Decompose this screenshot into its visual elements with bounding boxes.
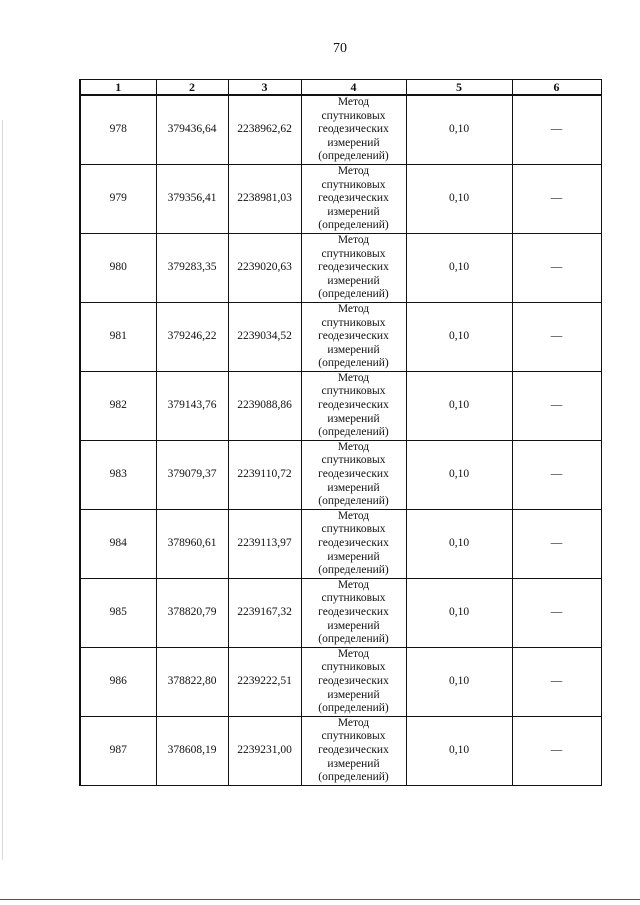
method-cell [301,164,406,233]
header-col-6: 6 [512,80,601,96]
point-number-cell: 978 [80,95,156,164]
table-row [80,716,601,785]
accuracy-cell: 0,10 [406,233,512,302]
method-line: спутниковых [321,592,386,605]
header-col-1: 1 [80,80,156,96]
method-line: геодезических [318,537,389,549]
method-line: Метод [337,647,370,660]
point-number-cell: 980 [80,233,156,302]
point-number-cell: 979 [80,164,156,233]
method-line: (определений) [318,150,389,163]
header-col-5: 5 [406,80,512,96]
x-coordinate-cell: 379079,37 [156,440,228,509]
accuracy-cell: 0,10 [406,578,512,647]
header-col-3: 3 [228,80,301,96]
method-line: (определений) [318,633,389,646]
method-line: Метод [337,233,370,246]
x-coordinate-cell: 379356,41 [156,164,228,233]
x-coordinate-cell: 379246,22 [156,302,228,371]
table-row [80,647,601,716]
method-cell [301,716,406,785]
x-coordinate-cell: 379436,64 [156,95,228,164]
method-line: Метод [337,371,370,384]
method-line: (определений) [318,288,389,301]
y-coordinate-cell: 2239231,00 [228,716,301,785]
method-line: спутниковых [321,730,386,743]
accuracy-cell: 0,10 [406,302,512,371]
x-coordinate-cell: 379143,76 [156,371,228,440]
y-coordinate-cell: 2238981,03 [228,164,301,233]
method-line: измерений [327,550,380,563]
accuracy-cell: 0,10 [406,371,512,440]
method-line: измерений [327,688,380,701]
header-col-4: 4 [301,80,406,96]
method-line: (определений) [318,426,389,439]
method-line: геодезических [318,261,389,274]
note-cell: — [512,371,601,440]
method-line: измерений [327,136,380,149]
table-row [80,302,601,371]
method-line: Метод [337,716,370,729]
method-line: (определений) [318,219,389,232]
note-cell: — [512,716,601,785]
point-number-cell: 986 [80,647,156,716]
method-line: (определений) [318,702,389,715]
method-cell [301,647,406,716]
point-number-cell: 981 [80,302,156,371]
method-line: геодезических [318,605,389,618]
y-coordinate-cell: 2238962,62 [228,95,301,164]
method-line: геодезических [318,399,389,412]
method-line: геодезических [318,123,389,136]
accuracy-cell: 0,10 [406,509,512,578]
method-line: Метод [337,578,370,591]
method-line: Метод [337,302,370,315]
method-line: геодезических [318,330,389,343]
note-cell: — [512,647,601,716]
note-cell: — [512,509,601,578]
x-coordinate-cell: 378822,80 [156,647,228,716]
method-cell [301,302,406,371]
table-row [80,578,601,647]
y-coordinate-cell: 2239020,63 [228,233,301,302]
method-line: измерений [327,481,380,494]
x-coordinate-cell: 378960,61 [156,509,228,578]
y-coordinate-cell: 2239088,86 [228,371,301,440]
method-line: геодезических [318,192,389,205]
method-line: измерений [327,412,380,425]
note-cell: — [512,440,601,509]
method-line: (определений) [318,564,389,577]
method-line: геодезических [318,743,389,756]
method-line: измерений [327,274,380,287]
method-line: спутниковых [321,661,386,674]
accuracy-cell: 0,10 [406,647,512,716]
method-cell [301,233,406,302]
method-line: Метод [337,440,370,453]
point-number-cell: 987 [80,716,156,785]
note-cell: — [512,164,601,233]
method-line: спутниковых [321,454,386,467]
accuracy-cell: 0,10 [406,95,512,164]
method-line: спутниковых [321,247,386,260]
method-line: спутниковых [321,385,386,398]
method-line: измерений [327,343,380,356]
point-number-cell: 983 [80,440,156,509]
method-cell [301,371,406,440]
note-cell: — [512,302,601,371]
method-line: измерений [327,619,380,632]
point-number-cell: 985 [80,578,156,647]
method-line: (определений) [318,495,389,508]
table-body [80,95,601,785]
method-line: (определений) [318,357,389,370]
table-row [80,509,601,578]
page-number: 70 [333,41,347,56]
method-cell [301,509,406,578]
note-cell: — [512,233,601,302]
method-line: спутниковых [321,109,386,122]
accuracy-cell: 0,10 [406,164,512,233]
method-line: спутниковых [321,316,386,329]
method-line: Метод [337,509,370,522]
table-row [80,233,601,302]
method-line: Метод [337,164,370,177]
method-cell [301,95,406,164]
method-line: геодезических [318,468,389,481]
method-cell [301,440,406,509]
method-line: геодезических [318,674,389,687]
table-row [80,440,601,509]
page-bottom-rule [0,899,640,900]
method-cell [301,578,406,647]
accuracy-cell: 0,10 [406,440,512,509]
y-coordinate-cell: 2239110,72 [228,440,301,509]
x-coordinate-cell: 378820,79 [156,578,228,647]
y-coordinate-cell: 2239167,32 [228,578,301,647]
y-coordinate-cell: 2239034,52 [228,302,301,371]
method-line: измерений [327,757,380,770]
table-row [80,95,601,164]
x-coordinate-cell: 379283,35 [156,233,228,302]
x-coordinate-cell: 378608,19 [156,716,228,785]
y-coordinate-cell: 2239222,51 [228,647,301,716]
header-col-2: 2 [156,80,228,96]
table-row [80,164,601,233]
note-cell: — [512,578,601,647]
table-row [80,371,601,440]
method-line: измерений [327,205,380,218]
scan-margin-line [2,120,3,860]
table-header-row [80,80,601,96]
point-number-cell: 982 [80,371,156,440]
coordinates-table [79,79,602,786]
method-line: спутниковых [321,523,386,536]
accuracy-cell: 0,10 [406,716,512,785]
point-number-cell: 984 [80,509,156,578]
note-cell: — [512,95,601,164]
y-coordinate-cell: 2239113,97 [228,509,301,578]
method-line: (определений) [318,771,389,784]
method-line: спутниковых [321,178,386,191]
method-line: Метод [337,96,370,108]
